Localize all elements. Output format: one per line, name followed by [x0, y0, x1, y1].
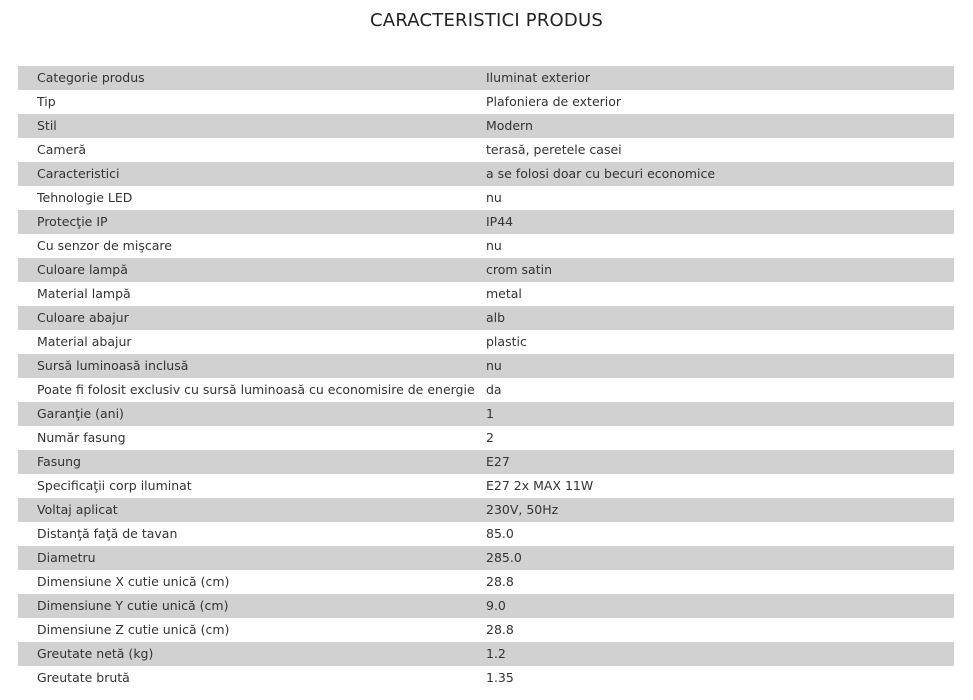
spec-label: Poate fi folosit exclusiv cu sursă luminoasă cu economisire de energie	[37, 382, 475, 397]
table-row	[18, 210, 954, 234]
table-row	[18, 306, 954, 330]
spec-label: Tip	[37, 94, 56, 109]
spec-value: 28.8	[486, 574, 514, 589]
table-row	[18, 450, 954, 474]
table-row	[18, 498, 954, 522]
page-title: CARACTERISTICI PRODUS	[370, 10, 603, 31]
table-row	[18, 570, 954, 594]
spec-label: Voltaj aplicat	[37, 502, 118, 517]
table-row	[18, 354, 954, 378]
table-row	[18, 282, 954, 306]
spec-label: Material abajur	[37, 334, 132, 349]
spec-value: 1.2	[486, 646, 506, 661]
spec-label: Distanţă faţă de tavan	[37, 526, 178, 541]
spec-value: plastic	[486, 334, 527, 349]
spec-value: 1	[486, 406, 494, 421]
spec-label: Material lampă	[37, 286, 131, 301]
table-row	[18, 66, 954, 90]
spec-value: 285.0	[486, 550, 522, 565]
table-row	[18, 258, 954, 282]
spec-label: Dimensiune Y cutie unică (cm)	[37, 598, 229, 613]
spec-label: Număr fasung	[37, 430, 126, 445]
spec-value: 85.0	[486, 526, 514, 541]
spec-label: Cameră	[37, 142, 87, 157]
table-row	[18, 546, 954, 570]
spec-value: 2	[486, 430, 494, 445]
table-row	[18, 162, 954, 186]
spec-value: 1.35	[486, 670, 514, 685]
table-row	[18, 522, 954, 546]
spec-label: Sursă luminoasă inclusă	[37, 358, 189, 373]
spec-label: Dimensiune X cutie unică (cm)	[37, 574, 230, 589]
table-row	[18, 330, 954, 354]
spec-value: 9.0	[486, 598, 506, 613]
spec-label: Fasung	[37, 454, 81, 469]
spec-label: Tehnologie LED	[37, 190, 133, 205]
spec-value: IP44	[486, 214, 514, 229]
spec-label: Diametru	[37, 550, 96, 565]
table-row	[18, 594, 954, 618]
spec-label: Protecţie IP	[37, 214, 108, 229]
table-row	[18, 474, 954, 498]
table-row	[18, 90, 954, 114]
spec-value: 230V, 50Hz	[486, 502, 559, 517]
product-specs-table	[18, 66, 954, 690]
spec-value: Plafoniera de exterior	[486, 94, 622, 109]
table-row	[18, 618, 954, 642]
spec-label: Culoare abajur	[37, 310, 129, 325]
spec-value: crom satin	[486, 262, 553, 277]
table-row	[18, 378, 954, 402]
spec-value: a se folosi doar cu becuri economice	[486, 166, 716, 181]
table-row	[18, 138, 954, 162]
spec-label: Cu senzor de mişcare	[37, 238, 172, 253]
spec-value: Iluminat exterior	[486, 70, 591, 85]
spec-value: nu	[486, 358, 502, 373]
spec-label: Culoare lampă	[37, 262, 128, 277]
spec-label: Greutate brută	[37, 670, 130, 685]
spec-label: Stil	[37, 118, 57, 133]
spec-value: terasă, peretele casei	[486, 142, 622, 157]
spec-label: Caracteristici	[37, 166, 120, 181]
spec-value: E27	[486, 454, 510, 469]
spec-value: 28.8	[486, 622, 514, 637]
table-row	[18, 186, 954, 210]
table-row	[18, 642, 954, 666]
spec-value: metal	[486, 286, 522, 301]
spec-value: E27 2x MAX 11W	[486, 478, 594, 493]
spec-label: Garanţie (ani)	[37, 406, 124, 421]
table-row	[18, 666, 954, 690]
spec-value: nu	[486, 190, 502, 205]
spec-value: Modern	[486, 118, 533, 133]
spec-value: alb	[486, 310, 506, 325]
spec-label: Dimensiune Z cutie unică (cm)	[37, 622, 230, 637]
spec-label: Categorie produs	[37, 70, 145, 85]
table-row	[18, 234, 954, 258]
spec-label: Specificaţii corp iluminat	[37, 478, 192, 493]
spec-value: nu	[486, 238, 502, 253]
table-row	[18, 114, 954, 138]
spec-label: Greutate netă (kg)	[37, 646, 154, 661]
spec-value: da	[486, 382, 502, 397]
table-row	[18, 402, 954, 426]
table-row	[18, 426, 954, 450]
